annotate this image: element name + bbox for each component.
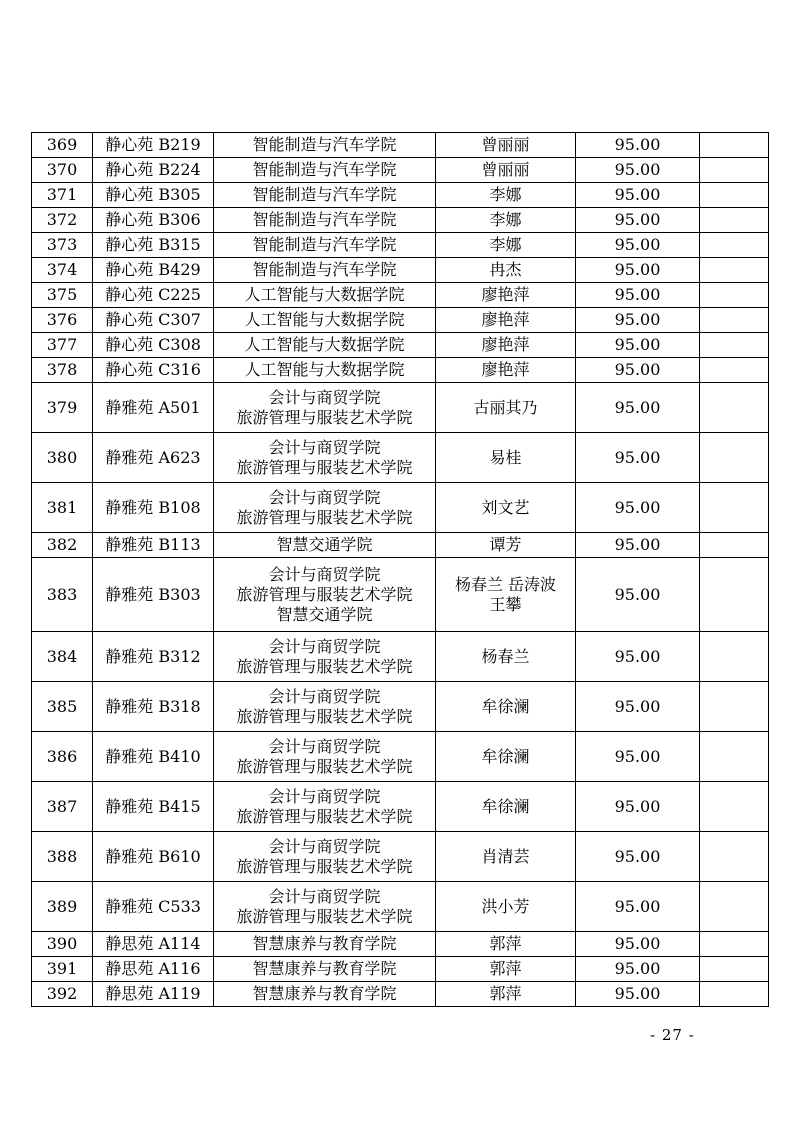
college-cell [214,233,436,258]
score-cell: 95.00 [576,358,700,383]
row-number-cell: 386 [32,732,93,782]
score-cell: 95.00 [576,208,700,233]
table-row [32,183,769,208]
row-number-cell: 370 [32,158,93,183]
college-name: 旅游管理与服装艺术学院 [236,584,413,604]
college-cell [214,308,436,333]
row-number-cell: 384 [32,632,93,682]
row-number-cell: 376 [32,308,93,333]
row-number-cell: 378 [32,358,93,383]
row-number-cell: 389 [32,882,93,932]
responsible-person-cell [436,133,576,158]
row-number-cell: 392 [32,982,93,1007]
responsible-person-cell [436,433,576,483]
responsible-person-cell [436,682,576,732]
note-cell [700,483,769,533]
note-cell [700,682,769,732]
score-cell: 95.00 [576,483,700,533]
college-cell [214,433,436,483]
table-row [32,383,769,433]
person-name: 李娜 [489,185,522,204]
person-name: 易桂 [489,447,522,467]
room-cell: 静心苑 B306 [93,208,214,233]
college-name: 智能制造与汽车学院 [252,210,397,229]
college-name: 智慧交通学院 [276,604,373,624]
person-name: 牟徐澜 [481,746,530,766]
note-cell [700,208,769,233]
note-cell [700,433,769,483]
responsible-person-cell [436,632,576,682]
room-cell: 静思苑 A116 [93,957,214,982]
note-cell [700,283,769,308]
college-cell [214,732,436,782]
college-name: 会计与商贸学院 [268,736,381,756]
person-name: 刘文艺 [481,497,530,517]
responsible-person-cell [436,558,576,632]
responsible-person-cell [436,732,576,782]
note-cell [700,133,769,158]
person-name: 杨春兰 [481,646,530,666]
score-cell: 95.00 [576,982,700,1007]
score-cell: 95.00 [576,732,700,782]
college-name: 会计与商贸学院 [268,686,381,706]
table-row [32,533,769,558]
responsible-person-cell [436,258,576,283]
score-cell: 95.00 [576,283,700,308]
college-cell [214,483,436,533]
table-row [32,158,769,183]
room-cell: 静思苑 A119 [93,982,214,1007]
person-name: 曾丽丽 [481,160,530,179]
person-name: 古丽其乃 [473,397,538,417]
person-name: 廖艳萍 [481,310,530,329]
responsible-person-cell [436,283,576,308]
table-row [32,333,769,358]
room-cell: 静雅苑 B303 [93,558,214,632]
score-cell: 95.00 [576,533,700,558]
note-cell [700,782,769,832]
table-row [32,632,769,682]
college-name: 会计与商贸学院 [268,636,381,656]
room-cell: 静心苑 C308 [93,333,214,358]
responsible-person-cell [436,358,576,383]
room-cell: 静心苑 B305 [93,183,214,208]
note-cell [700,233,769,258]
college-name: 旅游管理与服装艺术学院 [236,706,413,726]
score-cell: 95.00 [576,957,700,982]
college-name: 旅游管理与服装艺术学院 [236,806,413,826]
score-cell: 95.00 [576,333,700,358]
room-cell: 静雅苑 B610 [93,832,214,882]
table-row [32,982,769,1007]
table-row [32,283,769,308]
score-cell: 95.00 [576,158,700,183]
college-cell [214,333,436,358]
responsible-person-cell [436,882,576,932]
person-name: 王攀 [489,594,522,614]
room-cell: 静雅苑 C533 [93,882,214,932]
room-cell: 静心苑 B219 [93,133,214,158]
college-cell [214,158,436,183]
college-name: 会计与商贸学院 [268,437,381,457]
person-name: 洪小芳 [481,896,530,916]
note-cell [700,308,769,333]
college-name: 会计与商贸学院 [268,387,381,407]
responsible-person-cell [436,533,576,558]
person-name: 郭萍 [489,959,522,978]
row-number-cell: 369 [32,133,93,158]
row-number-cell: 388 [32,832,93,882]
college-name: 智能制造与汽车学院 [252,135,397,154]
college-name: 旅游管理与服装艺术学院 [236,407,413,427]
responsible-person-cell [436,308,576,333]
note-cell [700,158,769,183]
score-cell: 95.00 [576,308,700,333]
row-number-cell: 383 [32,558,93,632]
person-name: 李娜 [489,235,522,254]
score-cell: 95.00 [576,632,700,682]
room-cell: 静雅苑 B312 [93,632,214,682]
person-name: 郭萍 [489,934,522,953]
college-name: 人工智能与大数据学院 [244,310,405,329]
row-number-cell: 385 [32,682,93,732]
college-cell [214,183,436,208]
table-row [32,732,769,782]
responsible-person-cell [436,957,576,982]
table-row [32,208,769,233]
college-name: 会计与商贸学院 [268,786,381,806]
room-cell: 静心苑 B429 [93,258,214,283]
row-number-cell: 373 [32,233,93,258]
table-row [32,832,769,882]
row-number-cell: 387 [32,782,93,832]
person-name: 李娜 [489,210,522,229]
row-number-cell: 377 [32,333,93,358]
person-name: 廖艳萍 [481,285,530,304]
score-cell: 95.00 [576,682,700,732]
room-cell: 静雅苑 B410 [93,732,214,782]
responsible-person-cell [436,158,576,183]
row-number-cell: 374 [32,258,93,283]
college-name: 会计与商贸学院 [268,886,381,906]
table-row [32,932,769,957]
row-number-cell: 382 [32,533,93,558]
college-cell [214,932,436,957]
college-name: 会计与商贸学院 [268,836,381,856]
table-row [32,882,769,932]
table-row [32,957,769,982]
room-cell: 静心苑 B315 [93,233,214,258]
person-name: 冉杰 [489,260,522,279]
room-cell: 静思苑 A114 [93,932,214,957]
note-cell [700,832,769,882]
table-row [32,358,769,383]
score-cell: 95.00 [576,258,700,283]
college-cell [214,982,436,1007]
room-cell: 静雅苑 B415 [93,782,214,832]
note-cell [700,982,769,1007]
room-cell: 静雅苑 B318 [93,682,214,732]
person-name: 廖艳萍 [481,360,530,379]
responsible-person-cell [436,208,576,233]
college-cell [214,558,436,632]
page-number: - 27 - [650,1026,695,1044]
note-cell [700,258,769,283]
responsible-person-cell [436,932,576,957]
college-cell [214,533,436,558]
person-name: 牟徐澜 [481,796,530,816]
note-cell [700,632,769,682]
college-name: 智能制造与汽车学院 [252,235,397,254]
score-cell: 95.00 [576,183,700,208]
college-name: 会计与商贸学院 [268,487,381,507]
college-cell [214,832,436,882]
row-number-cell: 390 [32,932,93,957]
person-name: 廖艳萍 [481,335,530,354]
college-name: 旅游管理与服装艺术学院 [236,906,413,926]
person-name: 郭萍 [489,984,522,1003]
row-number-cell: 380 [32,433,93,483]
responsible-person-cell [436,483,576,533]
score-cell: 95.00 [576,932,700,957]
score-cell: 95.00 [576,558,700,632]
college-cell [214,358,436,383]
college-name: 人工智能与大数据学院 [244,285,405,304]
row-number-cell: 371 [32,183,93,208]
row-number-cell: 372 [32,208,93,233]
college-name: 智能制造与汽车学院 [252,185,397,204]
college-name: 智慧交通学院 [276,535,373,554]
college-name: 智能制造与汽车学院 [252,260,397,279]
row-number-cell: 379 [32,383,93,433]
note-cell [700,183,769,208]
college-name: 人工智能与大数据学院 [244,360,405,379]
college-name: 会计与商贸学院 [268,564,381,584]
college-cell [214,283,436,308]
college-cell [214,133,436,158]
responsible-person-cell [436,333,576,358]
college-cell [214,682,436,732]
note-cell [700,358,769,383]
college-cell [214,782,436,832]
college-name: 旅游管理与服装艺术学院 [236,457,413,477]
table-row [32,308,769,333]
row-number-cell: 391 [32,957,93,982]
college-name: 旅游管理与服装艺术学院 [236,856,413,876]
college-cell [214,632,436,682]
room-cell: 静心苑 C225 [93,283,214,308]
table-row [32,682,769,732]
college-name: 旅游管理与服装艺术学院 [236,507,413,527]
score-cell: 95.00 [576,882,700,932]
note-cell [700,882,769,932]
room-cell: 静心苑 C316 [93,358,214,383]
college-name: 人工智能与大数据学院 [244,335,405,354]
room-cell: 静心苑 B224 [93,158,214,183]
table-body [32,133,769,1007]
table-row [32,433,769,483]
table-row [32,483,769,533]
table-row [32,133,769,158]
row-number-cell: 381 [32,483,93,533]
table-row [32,782,769,832]
person-name: 杨春兰 岳涛波 [454,574,557,594]
college-cell [214,258,436,283]
note-cell [700,333,769,358]
score-cell: 95.00 [576,433,700,483]
note-cell [700,383,769,433]
note-cell [700,558,769,632]
person-name: 肖清芸 [481,846,530,866]
responsible-person-cell [436,233,576,258]
college-name: 智慧康养与教育学院 [252,959,397,978]
person-name: 谭芳 [489,535,522,554]
college-name: 智慧康养与教育学院 [252,984,397,1003]
college-cell [214,208,436,233]
row-number-cell: 375 [32,283,93,308]
note-cell [700,732,769,782]
note-cell [700,932,769,957]
table-row [32,558,769,632]
college-cell [214,383,436,433]
college-name: 智慧康养与教育学院 [252,934,397,953]
score-cell: 95.00 [576,383,700,433]
responsible-person-cell [436,782,576,832]
college-cell [214,882,436,932]
responsible-person-cell [436,982,576,1007]
note-cell [700,533,769,558]
score-cell: 95.00 [576,233,700,258]
responsible-person-cell [436,383,576,433]
score-cell: 95.00 [576,832,700,882]
score-cell: 95.00 [576,782,700,832]
room-cell: 静雅苑 B108 [93,483,214,533]
college-name: 智能制造与汽车学院 [252,160,397,179]
dormitory-score-table [31,132,769,1007]
note-cell [700,957,769,982]
person-name: 牟徐澜 [481,696,530,716]
responsible-person-cell [436,832,576,882]
responsible-person-cell [436,183,576,208]
person-name: 曾丽丽 [481,135,530,154]
score-cell: 95.00 [576,133,700,158]
college-name: 旅游管理与服装艺术学院 [236,756,413,776]
room-cell: 静雅苑 B113 [93,533,214,558]
room-cell: 静雅苑 A623 [93,433,214,483]
college-cell [214,957,436,982]
room-cell: 静雅苑 A501 [93,383,214,433]
table-row [32,258,769,283]
table-row [32,233,769,258]
college-name: 旅游管理与服装艺术学院 [236,656,413,676]
room-cell: 静心苑 C307 [93,308,214,333]
